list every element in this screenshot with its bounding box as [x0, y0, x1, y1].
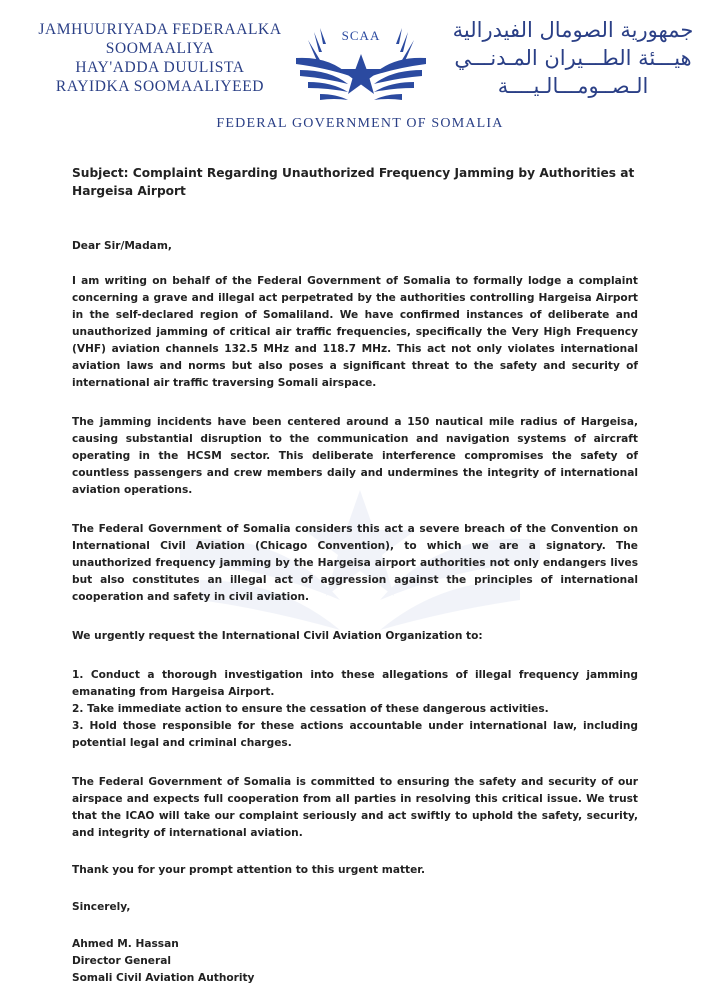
- letterhead-somali-line-3: HAY'ADDA DUULISTA: [75, 59, 245, 76]
- scaa-logo: [290, 14, 432, 114]
- request-item-1: 1. Conduct a thorough investigation into these allegations of illegal frequency jamming emanating from Hargeisa Airport.: [72, 669, 638, 698]
- salutation: Dear Sir/Madam,: [72, 240, 172, 252]
- signatory-name: Ahmed M. Hassan: [72, 938, 179, 950]
- paragraph-4: We urgently request the International Civil Aviation Organization to:: [72, 630, 483, 642]
- signatory-title: Director General: [72, 955, 171, 967]
- paragraph-2: The jamming incidents have been centered around a 150 nautical mile radius of Hargeisa, causing substantial disruption to the communication and navigation systems of aircraft operating in the HCSM sector. This deliberate interference compromises the safety of countless passengers and crew members daily and undermines the integrity of international aviation operations.: [72, 416, 638, 496]
- svg-text:SCAA: SCAA: [341, 28, 381, 43]
- federal-government-line: FEDERAL GOVERNMENT OF SOMALIA: [216, 116, 504, 131]
- signoff: Sincerely,: [72, 901, 131, 913]
- thanks-line: Thank you for your prompt attention to this urgent matter.: [72, 864, 426, 876]
- closing-paragraph: The Federal Government of Somalia is committed to ensuring the safety and security of our airspace and expects full cooperation from all parties in resolving this critical issue. We trust that the ICAO will take our complaint seriously and act swiftly to uphold the safety, security, and integrity of international aviation.: [72, 776, 638, 839]
- letterhead-somali-line-2: SOOMAALIYA: [105, 40, 215, 57]
- letterhead-somali: [20, 20, 300, 96]
- letterhead-arabic-line-1: جمهورية الصومال الفيدرالية: [452, 18, 694, 42]
- request-item-3: 3. Hold those responsible for these actions accountable under international law, including potential legal and criminal charges.: [72, 720, 638, 749]
- paragraph-1: I am writing on behalf of the Federal Government of Somalia to formally lodge a complaint concerning a grave and illegal act perpetrated by the authorities controlling Hargeisa Airport in the self-declared region of Somaliland. We have confirmed instances of deliberate and unauthorized jamming of critical air traffic frequencies, specifically the Very High Frequency (VHF) aviation channels 132.5 MHz and 118.7 MHz. This act not only violates international aviation laws and norms but also poses a significant threat to the safety and security of international air traffic traversing Somali airspace.: [72, 275, 638, 389]
- letterhead-somali-line-1: JAMHUURIYADA FEDERAALKA: [38, 21, 282, 38]
- letterhead-arabic-line-3: الـصــومـــالـيــــة: [497, 74, 649, 98]
- letterhead-arabic-line-2: هيـــئة الطـــيران المـدنـــي: [454, 46, 692, 70]
- letterhead-arabic: [438, 16, 708, 100]
- letter-body: [72, 164, 638, 987]
- letter-subject: Subject: Complaint Regarding Unauthorized Frequency Jamming by Authorities at Hargeisa Airport: [72, 166, 635, 198]
- letterhead-somali-line-4: RAYIDKA SOOMAALIYEED: [55, 78, 265, 95]
- signatory-organization: Somali Civil Aviation Authority: [72, 972, 255, 984]
- request-item-2: 2. Take immediate action to ensure the cessation of these dangerous activities.: [72, 703, 549, 715]
- paragraph-3: The Federal Government of Somalia considers this act a severe breach of the Convention on International Civil Aviation (Chicago Convention), to which we are a signatory. The unauthorized frequency jamming by the Hargeisa airport authorities not only endangers lives but also constitutes an illegal act of aggression against the principles of international cooperation and safety in civil aviation.: [72, 523, 638, 603]
